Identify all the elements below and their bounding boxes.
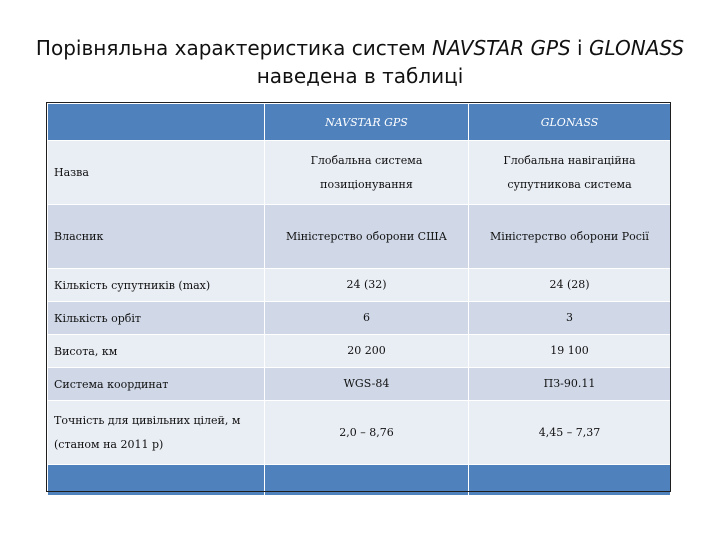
- header-cell-empty: [48, 104, 265, 141]
- table-footer-row: [48, 465, 671, 496]
- row-label-orbits: Кількість орбіт: [48, 302, 265, 335]
- cell-glonass-name: [469, 141, 671, 205]
- row-label-satellites: Кількість супутників (max): [48, 269, 265, 302]
- header-cell-gps: NAVSTAR GPS: [265, 104, 469, 141]
- table-header-row: [48, 104, 671, 141]
- table-row: [48, 302, 671, 335]
- table-row: [48, 141, 671, 205]
- table-row: [48, 401, 671, 465]
- cell-glonass-name-line-1: Глобальна навігаційна: [503, 153, 636, 167]
- cell-glonass-satellites: 24 (28): [469, 269, 671, 302]
- title-system-glonass: GLONASS: [588, 36, 685, 60]
- row-label-accuracy-line-2: (станом на 2011 р): [54, 437, 164, 451]
- cell-gps-accuracy: 2,0 – 8,76: [265, 401, 469, 465]
- row-label-owner: Власник: [48, 205, 265, 269]
- cell-gps-coordinates: WGS-84: [265, 368, 469, 401]
- cell-gps-altitude: 20 200: [265, 335, 469, 368]
- footer-cell: [265, 465, 469, 496]
- footer-cell: [48, 465, 265, 496]
- title-conjunction: і: [570, 36, 589, 60]
- table-row: [48, 205, 671, 269]
- title-prefix: Порівняльна характеристика систем: [35, 36, 433, 60]
- slide-title-line-2: наведена в таблиці: [256, 64, 464, 88]
- row-label-name: Назва: [48, 141, 265, 205]
- cell-glonass-altitude: 19 100: [469, 335, 671, 368]
- header-cell-glonass: GLONASS: [469, 104, 671, 141]
- cell-gps-name-line-1: Глобальна система: [310, 153, 423, 167]
- row-label-accuracy: [48, 401, 265, 465]
- comparison-table: [47, 103, 671, 496]
- cell-glonass-accuracy: 4,45 – 7,37: [469, 401, 671, 465]
- cell-glonass-owner: Міністерство оборони Росії: [469, 205, 671, 269]
- cell-glonass-orbits: 3: [469, 302, 671, 335]
- cell-glonass-coordinates: ПЗ-90.11: [469, 368, 671, 401]
- cell-gps-owner: Міністерство оборони США: [265, 205, 469, 269]
- row-label-altitude: Висота, км: [48, 335, 265, 368]
- cell-gps-satellites: 24 (32): [265, 269, 469, 302]
- cell-gps-name: [265, 141, 469, 205]
- cell-gps-orbits: 6: [265, 302, 469, 335]
- table-row: [48, 269, 671, 302]
- footer-cell: [469, 465, 671, 496]
- row-label-coordinates: Система координат: [48, 368, 265, 401]
- table-row: [48, 335, 671, 368]
- slide-title: [0, 34, 720, 90]
- cell-gps-name-line-2: позиціонування: [320, 177, 413, 191]
- row-label-accuracy-line-1: Точність для цивільних цілей, м: [54, 413, 241, 427]
- slide-title-line-1: [0, 34, 720, 62]
- title-system-gps: NAVSTAR GPS: [432, 36, 571, 60]
- cell-glonass-name-line-2: супутникова система: [507, 177, 632, 191]
- table-row: [48, 368, 671, 401]
